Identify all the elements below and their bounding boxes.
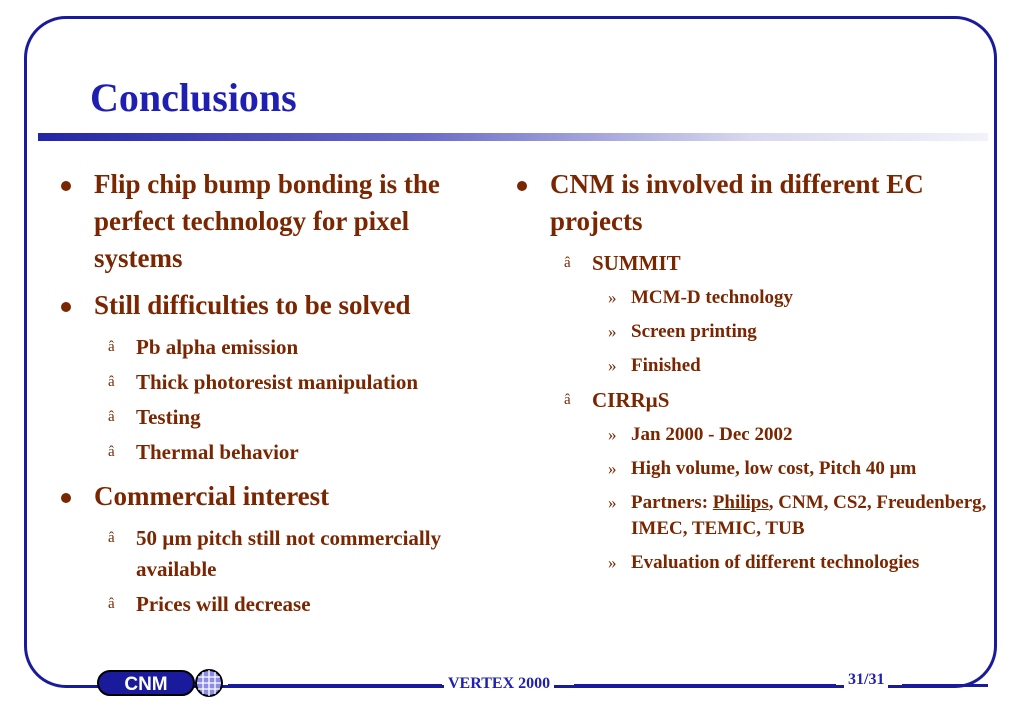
footer-line [228,684,442,687]
sub-item [58,437,498,468]
footer-line [574,684,836,687]
sub-item-text: SUMMIT [592,251,681,275]
sub-item-cirrus [514,385,994,416]
logo-text: CNM [124,674,168,695]
subsub-item-text: Evaluation of different technologies [631,552,920,573]
subsub-item [514,422,994,448]
bullet-dot-icon [61,181,71,191]
bullet-dot-icon [517,181,527,191]
sub-item-text: Thermal behavior [136,440,299,464]
subsub-item [514,550,994,576]
sub-item [58,589,498,620]
cnm-logo [96,668,228,698]
subsub-item-text: Jan 2000 - Dec 2002 [631,424,793,445]
right-column [514,166,994,584]
sub-item [58,367,498,398]
arrow-marker-icon: â [564,392,571,408]
sub-item-text: 50 µm pitch still not commercially available [136,526,442,581]
partners-label: Partners: [631,492,709,513]
bullet-difficulties [58,287,498,324]
chevron-marker-icon: » [608,493,617,512]
subsub-item [514,353,994,379]
bullet-cnm-projects [514,166,994,240]
subsub-item-text: Finished [631,355,701,376]
bullet-text: Commercial interest [94,481,330,511]
bullet-text: Flip chip bump bonding is the perfect technology for pixel systems [94,169,440,273]
sub-item-text: Thick photoresist manipulation [136,370,419,394]
philips-link[interactable]: Philips [712,492,769,513]
arrow-marker-icon: â [108,530,115,546]
arrow-marker-icon: â [108,409,115,425]
sub-item-text: Pb alpha emission [136,335,299,359]
footer-title: VERTEX 2000 [444,675,554,693]
subsub-item-text: Screen printing [631,321,757,342]
chevron-marker-icon: » [608,288,617,307]
chevron-marker-icon: » [608,356,617,375]
title-rule [38,133,988,141]
chevron-marker-icon: » [608,459,617,478]
sub-item-summit [514,248,994,279]
left-column [58,166,498,626]
slide-footer [0,668,1023,708]
subsub-item [514,319,994,345]
sub-item [58,402,498,433]
page-number: 31/31 [844,671,888,689]
subsub-item-partners [514,490,994,542]
subsub-item-text: MCM-D technology [631,287,793,308]
sub-item-text: Prices will decrease [136,592,311,616]
bullet-dot-icon [61,302,71,312]
slide-title: Conclusions [90,75,297,120]
bullet-dot-icon [61,493,71,503]
subsub-item-text: High volume, low cost, Pitch 40 µm [631,458,917,479]
arrow-marker-icon: â [108,444,115,460]
footer-line [902,684,988,687]
chevron-marker-icon: » [608,425,617,444]
sub-item-text: Testing [136,405,201,429]
bullet-text: CNM is involved in different EC projects [550,169,924,236]
arrow-marker-icon: â [108,374,115,390]
bullet-text: Still difficulties to be solved [94,290,411,320]
arrow-marker-icon: â [108,339,115,355]
sub-item-text: CIRRµS [592,388,670,412]
arrow-marker-icon: â [108,596,115,612]
bullet-flip-chip [58,166,498,277]
chevron-marker-icon: » [608,553,617,572]
bullet-commercial [58,478,498,515]
arrow-marker-icon: â [564,255,571,271]
sub-item [58,332,498,363]
subsub-item [514,285,994,311]
partners-rest: , CNM, CS2, Freudenberg, IMEC, TEMIC, TUB [631,492,987,539]
sub-item [58,523,498,585]
chevron-marker-icon: » [608,322,617,341]
subsub-item [514,456,994,482]
